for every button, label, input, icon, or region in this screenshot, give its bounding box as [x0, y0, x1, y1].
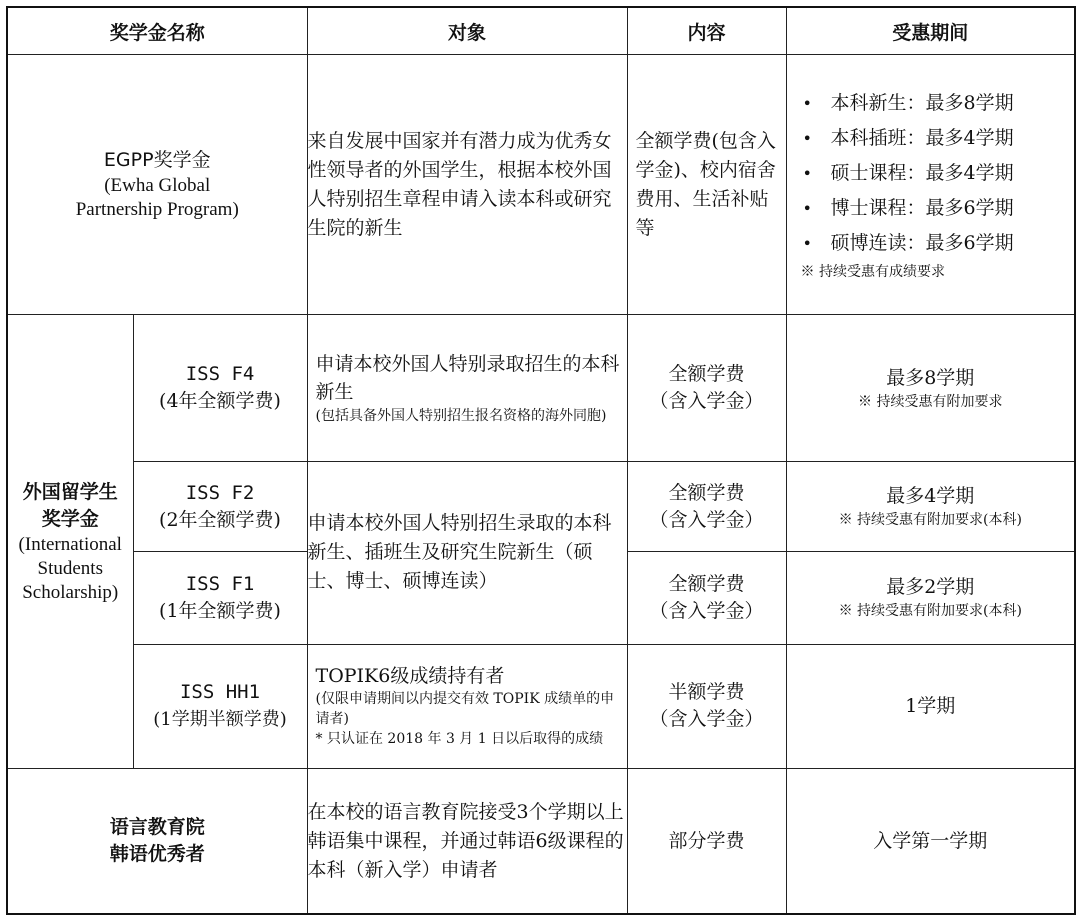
iss-hh1-code: ISS HH1 [179, 681, 261, 704]
iss-hh1-target: TOPIK6级成绩持有者 [315, 665, 505, 688]
egpp-period-list [787, 86, 1075, 261]
iss-f4-note: ※ 持续受惠有附加要求 [858, 393, 1003, 410]
iss-f4-content-2: （含入学金） [649, 390, 764, 413]
iss-hh1-period-cell [786, 644, 1075, 769]
iss-f2-note: ※ 持续受惠有附加要求(本科) [838, 512, 1022, 529]
egpp-note: ※ 持续受惠有成绩要求 [800, 264, 945, 281]
iss-f4-code: ISS F4 [185, 363, 255, 386]
egpp-name-cell [7, 55, 307, 315]
iss-f2-code: ISS F2 [185, 481, 255, 504]
iss-f1-content-2: （含入学金） [649, 599, 764, 622]
iss-hh1-target-cell [307, 644, 627, 769]
lang-content: 部分学费 [627, 769, 786, 914]
lang-name-1: 语言教育院 [109, 816, 205, 839]
iss-f1-note: ※ 持续受惠有附加要求(本科) [838, 603, 1022, 620]
iss-hh1-sub: (1学期半额学费) [153, 709, 287, 731]
iss-f4-content-1: 全额学费 [668, 363, 745, 386]
lang-target: 在本校的语言教育院接受3个学期以上韩语集中课程，并通过韩语6级课程的本科（新入学）申请者 [307, 769, 627, 914]
egpp-name: EGPP奖学金 [103, 149, 211, 172]
lang-name-cell [7, 769, 307, 914]
iss-f4-row [7, 315, 1075, 462]
iss-hh1-content-2: （含入学金） [649, 708, 764, 731]
lang-row [7, 769, 1075, 914]
iss-f4-target-cell [307, 315, 627, 462]
iss-f1-name-cell [133, 551, 307, 644]
iss-f1-period-cell [786, 551, 1075, 644]
iss-f4-period-cell [786, 315, 1075, 462]
iss-f4-content-cell [627, 315, 786, 462]
iss-hh1-content-1: 半额学费 [668, 681, 745, 704]
egpp-content: 全额学费(包含入学金)、校内宿舍费用、生活补贴等 [627, 55, 786, 315]
egpp-row [7, 55, 1075, 315]
header-row [7, 7, 1075, 55]
scholarship-table [6, 6, 1076, 915]
egpp-period-item: • 硕士课程：最多4学期 [801, 156, 1075, 191]
header-target: 对象 [307, 7, 627, 55]
iss-group-name-en-1: (International [18, 533, 122, 555]
iss-f1-content-1: 全额学费 [668, 572, 745, 595]
iss-hh1-content-cell [627, 644, 786, 769]
iss-f2-period-cell [786, 462, 1075, 552]
iss-f1-content-cell [627, 551, 786, 644]
iss-f2-content-2: （含入学金） [649, 508, 764, 531]
iss-f2-sub: (2年全额学费) [159, 508, 281, 531]
iss-hh1-period: 1学期 [905, 694, 956, 717]
iss-hh1-name-cell [133, 644, 307, 769]
iss-f2-name-cell [133, 462, 307, 552]
iss-f2-row [7, 462, 1075, 552]
header-content: 内容 [627, 7, 786, 55]
egpp-name-en-2: Partnership Program) [75, 199, 239, 221]
iss-f2-content-cell [627, 462, 786, 552]
header-scholarship-name: 奖学金名称 [7, 7, 307, 55]
header-period: 受惠期间 [786, 7, 1075, 55]
iss-f4-period: 最多8学期 [886, 366, 975, 389]
iss-f1-period: 最多2学期 [886, 576, 975, 599]
iss-hh1-target-note-1: (仅限申请期间以内提交有效 TOPIK 成绩单的申请者) [315, 691, 615, 728]
egpp-period-item: • 博士课程：最多6学期 [801, 191, 1075, 226]
iss-group-name-en-3: Scholarship) [22, 581, 119, 603]
egpp-period-cell [786, 55, 1075, 315]
iss-f1-code: ISS F1 [185, 572, 255, 595]
egpp-period-item: • 本科新生：最多8学期 [801, 86, 1075, 121]
egpp-period-item: • 硕博连读：最多6学期 [801, 226, 1075, 261]
iss-f4-target: 申请本校外国人特别录取招生的本科新生 [315, 353, 620, 404]
egpp-target: 来自发展中国家并有潜力成为优秀女性领导者的外国学生，根据本校外国人特别招生章程申请入读本科或研究生院的新生 [307, 55, 627, 315]
iss-group-name-cell [7, 315, 133, 769]
lang-period: 入学第一学期 [786, 769, 1075, 914]
iss-group-name-2: 奖学金 [41, 507, 99, 530]
iss-f1-sub: (1年全额学费) [159, 599, 281, 622]
iss-f2-f1-target: 申请本校外国人特别招生录取的本科新生、插班生及研究生院新生（硕士、博士、硕博连读） [307, 462, 627, 644]
iss-hh1-target-note-2: * 只认证在 2018 年 3 月 1 日以后取得的成绩 [315, 731, 604, 748]
egpp-period-item: • 本科插班：最多4学期 [801, 121, 1075, 156]
iss-f4-target-note: (包括具备外国人特别招生报名资格的海外同胞) [315, 408, 607, 425]
iss-f4-sub: (4年全额学费) [159, 390, 281, 413]
iss-group-name-en-2: Students [37, 557, 103, 579]
egpp-name-en-1: (Ewha Global [104, 175, 211, 197]
iss-f4-name-cell [133, 315, 307, 462]
iss-f2-content-1: 全额学费 [668, 481, 745, 504]
iss-f2-period: 最多4学期 [886, 485, 975, 508]
iss-group-name-1: 外国留学生 [22, 480, 118, 503]
iss-hh1-row [7, 644, 1075, 769]
lang-name-2: 韩语优秀者 [109, 843, 205, 866]
